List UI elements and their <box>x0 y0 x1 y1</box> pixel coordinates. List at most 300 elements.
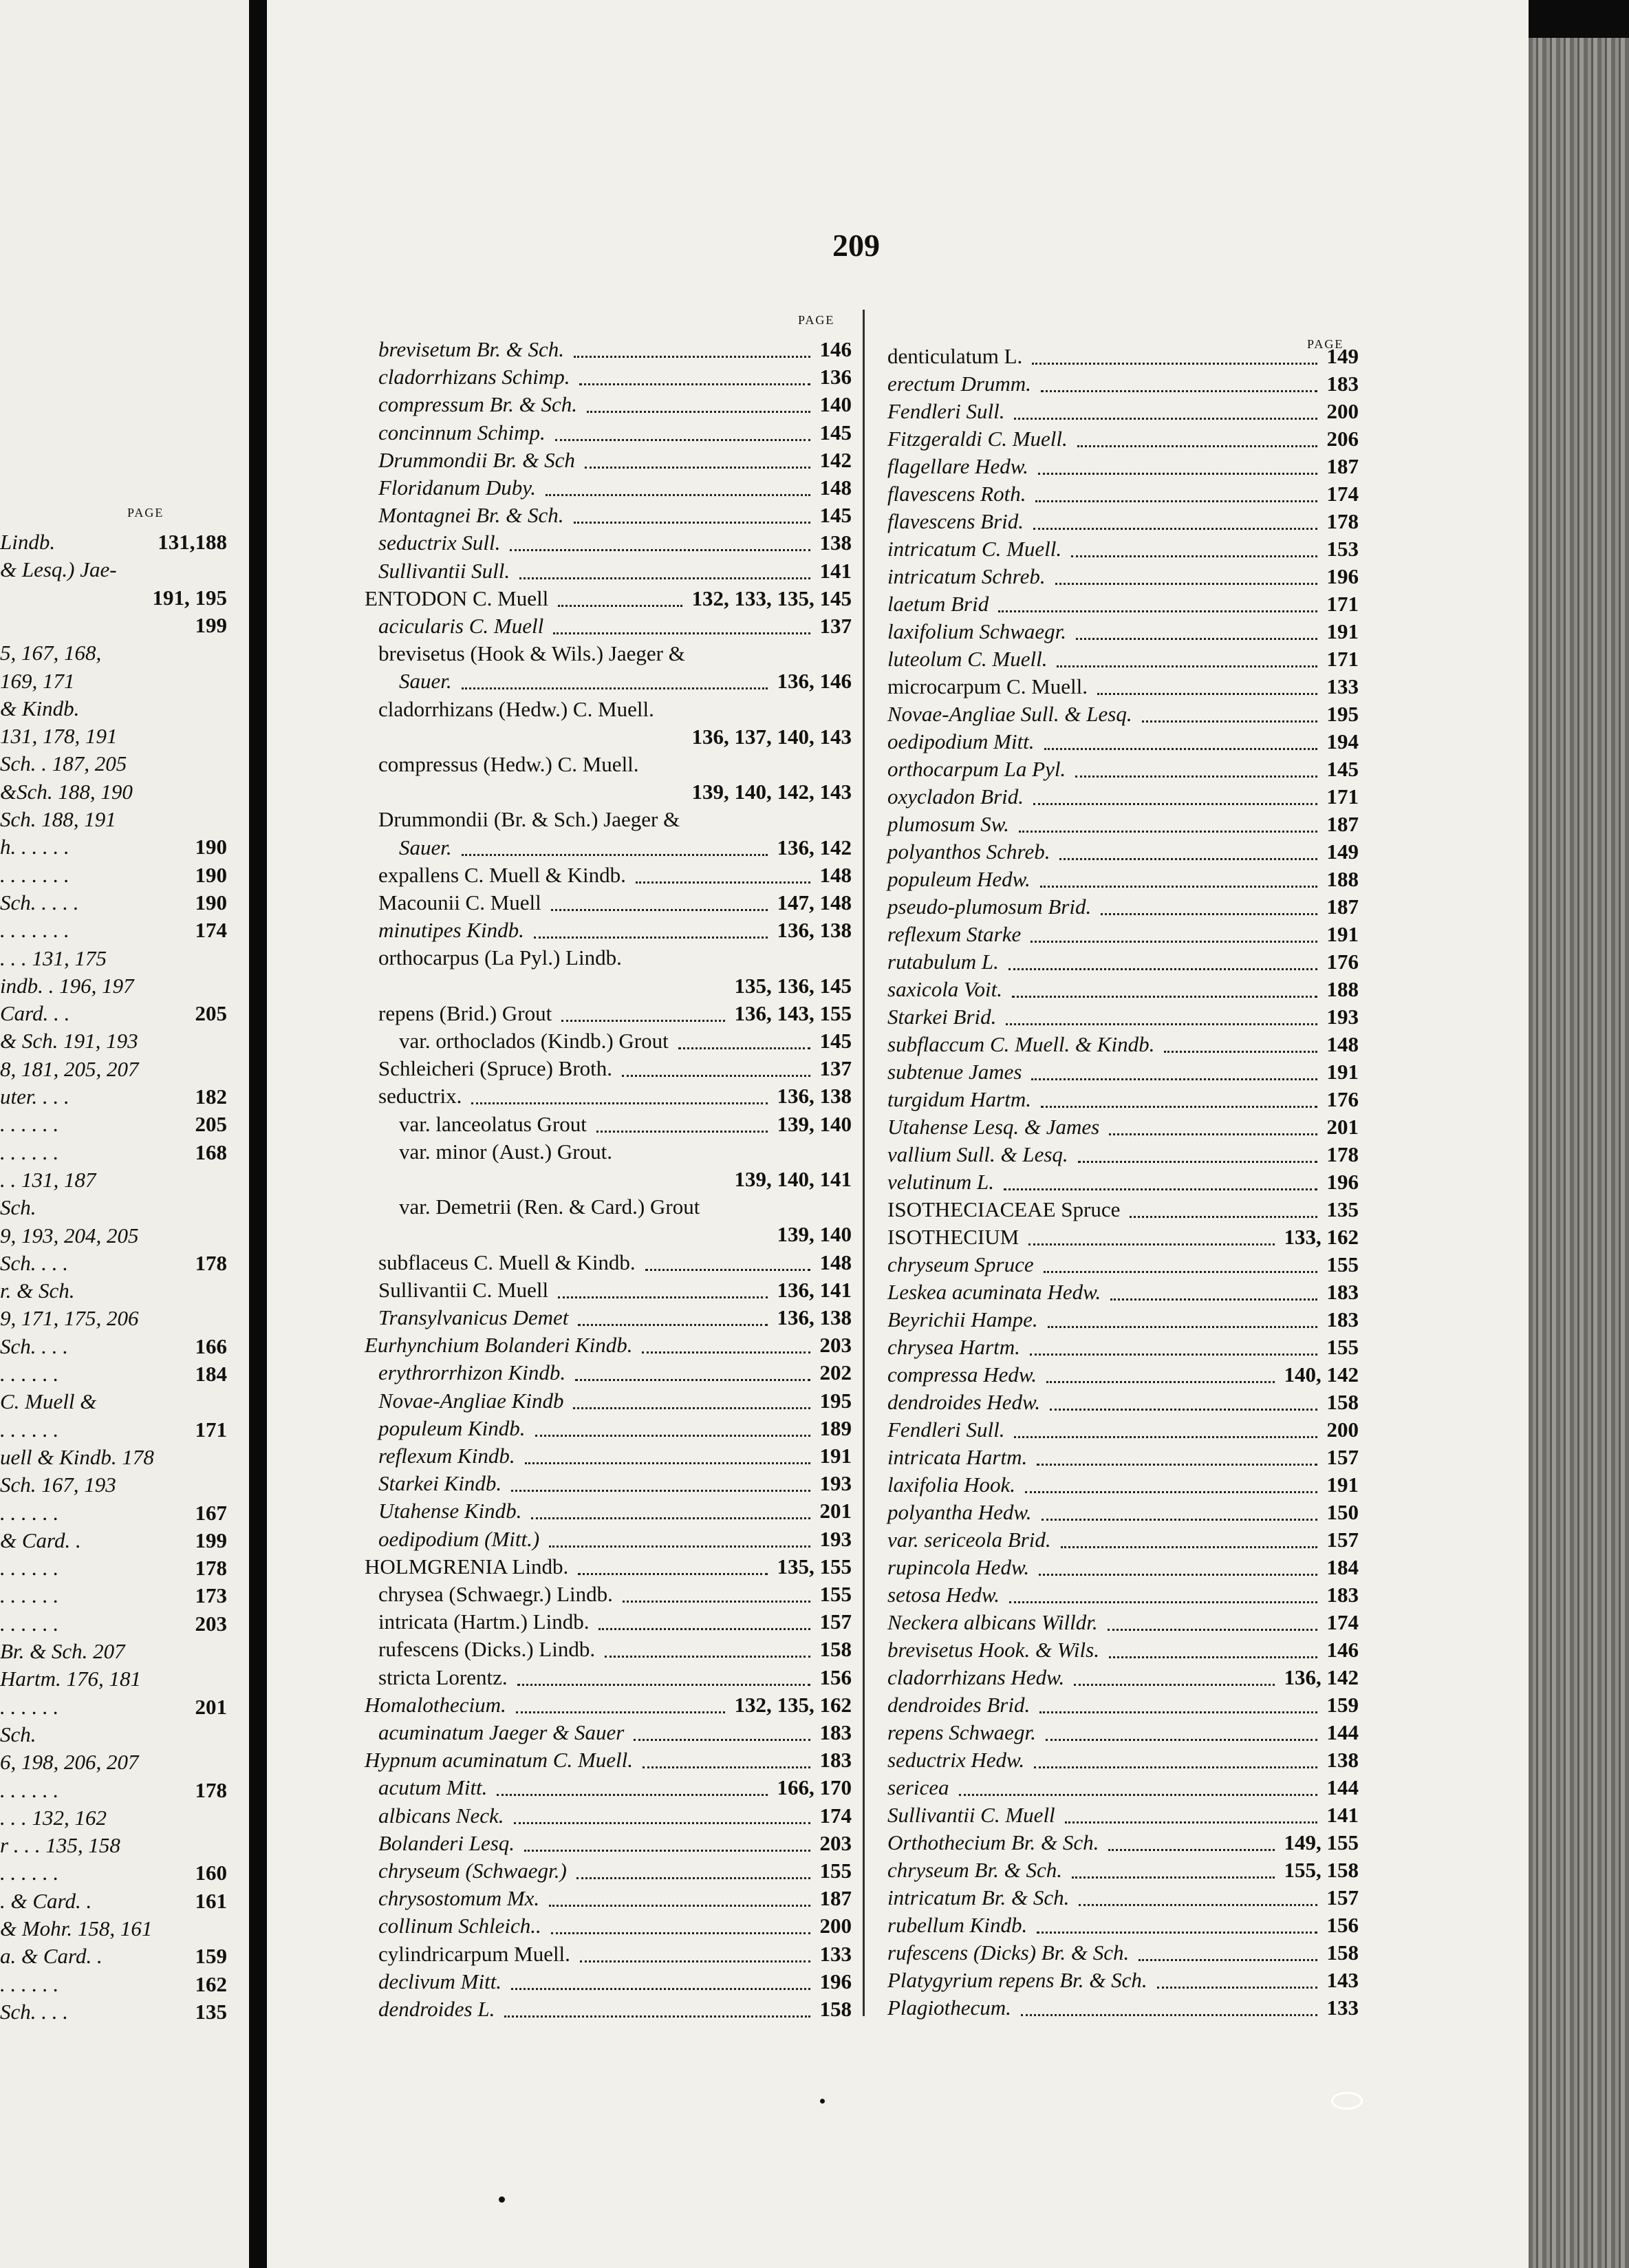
index-entry <box>399 1195 852 1219</box>
index-entry <box>887 977 1359 1002</box>
dot-leader <box>1008 945 1317 970</box>
entry-name: brevisetus (Hook & Wils.) Jaeger & <box>378 641 685 666</box>
ink-speck <box>820 2099 825 2104</box>
index-entry <box>887 1500 1359 1525</box>
entry-name: Macounii C. Muell <box>378 890 541 914</box>
entry-page-numbers: 141 <box>1326 1803 1359 1827</box>
index-entry <box>378 1804 852 1828</box>
entry-page-numbers: 146 <box>1326 1638 1359 1662</box>
index-entry <box>887 1913 1359 1938</box>
dot-leader <box>551 886 768 911</box>
entry-page-numbers: 174 <box>1326 1610 1359 1634</box>
entry-page-numbers: 191 <box>1326 1473 1359 1497</box>
dot-leader <box>558 582 682 607</box>
dot-leader <box>1130 1193 1317 1218</box>
fragment-text: . . . . . . <box>0 1583 59 1608</box>
entry-name: Homalothecium. <box>365 1692 506 1717</box>
fragment-text: . . . . . . <box>0 1362 59 1386</box>
entry-name: plumosum Sw. <box>887 812 1009 836</box>
index-entry <box>378 1389 852 1413</box>
entry-page-numbers: 196 <box>1326 564 1359 588</box>
entry-name: acutum Mitt. <box>378 1775 488 1800</box>
fragment-page-numbers: 190 <box>195 835 227 859</box>
left-index-fragment <box>0 1833 227 1858</box>
dot-leader <box>575 1356 810 1381</box>
left-index-fragment <box>0 1418 227 1442</box>
index-entry <box>378 1775 852 1800</box>
dot-leader <box>1110 1276 1317 1301</box>
index-entry <box>378 1250 852 1275</box>
entry-name: Beyrichii Hampe. <box>887 1307 1038 1331</box>
dot-leader <box>1037 1909 1317 1934</box>
dot-leader <box>1044 725 1317 750</box>
index-entry <box>378 807 852 832</box>
dot-leader <box>1031 1056 1317 1080</box>
index-entry <box>378 559 852 584</box>
dot-leader <box>1164 1028 1317 1053</box>
left-index-fragment <box>0 918 227 943</box>
entry-name: Orthothecium Br. & Sch. <box>887 1830 1099 1854</box>
fragment-page-numbers: 168 <box>195 1140 227 1164</box>
dot-leader <box>1078 1138 1317 1163</box>
dot-leader <box>1057 643 1317 667</box>
dot-leader <box>471 1080 767 1104</box>
index-entry <box>887 1803 1359 1828</box>
dot-leader <box>587 388 810 413</box>
index-entry <box>887 619 1359 644</box>
entry-page-numbers: 158 <box>819 1637 852 1662</box>
entry-name: Sauer. <box>399 669 452 694</box>
fragment-page-numbers: 171 <box>195 1417 227 1442</box>
index-entry <box>378 1527 852 1552</box>
entry-name: ENTODON C. Muell <box>365 586 549 610</box>
index-entry <box>399 1140 852 1164</box>
dot-leader <box>574 333 810 358</box>
dot-leader <box>643 1744 810 1768</box>
index-entry <box>378 365 852 389</box>
fragment-text: Hartm. 176, 181 <box>0 1667 141 1691</box>
fragment-text: r. & Sch. <box>0 1279 75 1303</box>
index-entry <box>887 1610 1359 1635</box>
fragment-text: Card. . . <box>0 1001 70 1026</box>
entry-name: albicans Neck. <box>378 1803 504 1828</box>
left-index-fragment <box>0 1861 227 1885</box>
book-page-edges <box>1529 38 1629 2268</box>
entry-page-numbers: 200 <box>1326 399 1359 423</box>
fragment-text: 9, 171, 175, 206 <box>0 1306 139 1331</box>
page-shadow <box>1529 0 1629 38</box>
entry-page-numbers: 158 <box>819 1997 852 2021</box>
dot-leader <box>1048 1303 1317 1328</box>
entry-name: declivum Mitt. <box>378 1969 502 1993</box>
dot-leader <box>1006 1001 1317 1025</box>
entry-name: populeum Hedw. <box>887 867 1031 891</box>
fragment-text: Sch. . . . <box>0 1999 69 2024</box>
index-entry <box>378 1997 852 2022</box>
entry-page-numbers: 171 <box>1326 647 1359 671</box>
entry-name: oedipodium Mitt. <box>887 729 1035 753</box>
entry-name: Novae-Angliae Sull. & Lesq. <box>887 702 1132 726</box>
entry-page-numbers: 136, 137, 140, 143 <box>691 724 852 749</box>
dot-leader <box>1097 670 1317 695</box>
entry-name: cladorrhizans Schimp. <box>378 365 570 389</box>
left-index-fragment <box>0 669 227 694</box>
entry-page-numbers: 136, 143, 155 <box>734 1001 852 1025</box>
fragment-page-numbers: 203 <box>195 1611 227 1636</box>
dot-leader <box>1065 1799 1317 1823</box>
fragment-text: 8, 181, 205, 207 <box>0 1056 139 1081</box>
entry-page-numbers: 183 <box>819 1720 852 1744</box>
left-index-fragment <box>0 751 227 776</box>
left-index-fragment <box>0 1001 227 1026</box>
fragment-text: & Card. . <box>0 1528 81 1552</box>
entry-page-numbers: 178 <box>1326 1142 1359 1166</box>
entry-name: Neckera albicans Willdr. <box>887 1610 1098 1634</box>
dot-leader <box>959 1771 1317 1796</box>
entry-name: denticulatum L. <box>887 344 1023 368</box>
entry-name: intricatum C. Muell. <box>887 537 1062 561</box>
index-entry <box>378 448 852 473</box>
entry-name: Sauer. <box>399 835 452 859</box>
entry-name: Eurhynchium Bolanderi Kindb. <box>365 1333 633 1358</box>
fragment-page-numbers: 159 <box>195 1944 227 1969</box>
fragment-text: C. Muell & <box>0 1389 97 1414</box>
entry-name: Sullivantii Sull. <box>378 558 510 583</box>
dot-leader <box>1033 505 1317 530</box>
entry-page-numbers: 157 <box>1326 1445 1359 1469</box>
index-entry <box>887 564 1359 589</box>
left-index-fragment <box>0 530 227 555</box>
fragment-page-numbers: 174 <box>195 918 227 943</box>
index-entry <box>399 1029 852 1053</box>
entry-name: intricata Hartm. <box>887 1445 1028 1469</box>
dot-leader <box>546 471 810 496</box>
index-entry <box>887 454 1359 479</box>
entry-page-numbers: 139, 140 <box>777 1111 852 1136</box>
entry-name: expallens C. Muell & Kindb. <box>378 862 626 887</box>
fragment-text: . & Card. . <box>0 1888 92 1913</box>
index-entry <box>365 1748 852 1773</box>
entry-page-numbers: 148 <box>819 862 852 887</box>
entry-name: subflaceus C. Muell & Kindb. <box>378 1250 636 1274</box>
index-entry <box>887 757 1359 782</box>
entry-name: Drummondii Br. & Sch <box>378 447 575 472</box>
index-entry <box>887 1252 1359 1277</box>
left-index-fragment <box>0 1583 227 1608</box>
entry-name: Fendleri Sull. <box>887 399 1005 423</box>
entry-name: dendroides Hedw. <box>887 1390 1041 1414</box>
dot-leader <box>511 1467 810 1492</box>
fragment-text: Br. & Sch. 207 <box>0 1639 125 1663</box>
left-index-fragment <box>0 1972 227 1997</box>
dot-leader <box>1076 615 1317 640</box>
entry-name: setosa Hedw. <box>887 1583 1000 1607</box>
entry-page-numbers: 201 <box>1326 1115 1359 1139</box>
index-entry <box>887 1748 1359 1773</box>
dot-leader <box>1019 808 1317 833</box>
index-entry <box>887 1996 1359 2020</box>
entry-page-numbers: 183 <box>819 1748 852 1773</box>
entry-page-numbers: 143 <box>1326 1968 1359 1992</box>
fragment-page-numbers: 201 <box>195 1694 227 1719</box>
entry-name: seductrix. <box>378 1084 462 1109</box>
index-entry <box>887 1280 1359 1305</box>
entry-page-numbers: 146 <box>819 337 852 361</box>
dot-leader <box>1050 1386 1317 1411</box>
entry-name: stricta Lorentz. <box>378 1665 508 1689</box>
fragment-text: . . . . . . <box>0 1500 59 1525</box>
entry-page-numbers: 193 <box>1326 1005 1359 1029</box>
fragment-text: Sch. . . . . <box>0 890 79 914</box>
entry-page-numbers: 193 <box>819 1526 852 1551</box>
fragment-page-numbers: 166 <box>195 1334 227 1358</box>
entry-page-numbers: 148 <box>819 475 852 500</box>
fragment-text: indb. . 196, 197 <box>0 973 134 998</box>
entry-page-numbers: 137 <box>819 1056 852 1081</box>
fragment-page-numbers: 131,188 <box>158 530 227 554</box>
entry-name: flavescens Brid. <box>887 509 1024 533</box>
fragment-page-numbers: 191, 195 <box>152 585 227 610</box>
fragment-text: r . . . 135, 158 <box>0 1833 120 1858</box>
index-entry <box>887 1115 1359 1140</box>
entry-page-numbers: 142 <box>819 447 852 472</box>
entry-page-numbers: 136, 141 <box>777 1277 852 1302</box>
index-entry <box>887 1390 1359 1415</box>
entry-name: Novae-Angliae Kindb <box>378 1388 564 1413</box>
fragment-page-numbers: 205 <box>195 1001 227 1026</box>
index-entry <box>887 674 1359 699</box>
entry-name: saxicola Voit. <box>887 977 1003 1001</box>
index-entry <box>378 780 852 804</box>
entry-page-numbers: 133 <box>819 1941 852 1966</box>
entry-page-numbers: 187 <box>1326 454 1359 478</box>
fragment-text: . . . . . . <box>0 1556 59 1581</box>
index-entry <box>887 647 1359 672</box>
dot-leader <box>534 914 768 939</box>
entry-name: rufescens (Dicks) Br. & Sch. <box>887 1940 1130 1965</box>
entry-name: Sullivantii C. Muell <box>887 1803 1055 1827</box>
left-index-fragment <box>0 1806 227 1830</box>
index-entry <box>887 1693 1359 1718</box>
entry-page-numbers: 158 <box>1326 1940 1359 1965</box>
entry-name: var. sericeola Brid. <box>887 1528 1051 1552</box>
index-entry <box>887 1197 1359 1222</box>
left-index-fragment <box>0 557 227 582</box>
fragment-page-numbers: 160 <box>195 1861 227 1885</box>
entry-name: flagellare Hedw. <box>887 454 1028 478</box>
dot-leader <box>1079 1881 1317 1906</box>
fragment-text: h. . . . . . <box>0 835 69 859</box>
entry-page-numbers: 183 <box>1326 1307 1359 1331</box>
index-entry <box>887 1170 1359 1195</box>
entry-name: oedipodium (Mitt.) <box>378 1526 540 1551</box>
entry-name: ISOTHECIACEAE Spruce <box>887 1197 1121 1221</box>
entry-page-numbers: 183 <box>1326 372 1359 396</box>
index-entry <box>365 586 852 611</box>
fragment-page-numbers: 184 <box>195 1362 227 1386</box>
entry-name: chryseum (Schwaegr.) <box>378 1859 567 1883</box>
entry-name: laetum Brid <box>887 592 989 616</box>
fragment-text: 6, 198, 206, 207 <box>0 1750 139 1775</box>
fragment-page-numbers: 199 <box>195 612 227 637</box>
index-entry <box>887 784 1359 809</box>
dot-leader <box>1142 698 1317 723</box>
index-entry <box>887 812 1359 837</box>
left-index-fragment <box>0 1612 227 1636</box>
fragment-text: . . . . . . <box>0 1971 59 1996</box>
entry-page-numbers: 155, 158 <box>1284 1858 1359 1882</box>
index-entry <box>887 1445 1359 1470</box>
entry-name: rupincola Hedw. <box>887 1555 1030 1579</box>
fragment-text: 5, 167, 168, <box>0 641 102 665</box>
entry-page-numbers: 174 <box>819 1803 852 1828</box>
left-page-column-header: PAGE <box>127 506 164 520</box>
fragment-text: . . . . . . <box>0 1112 59 1137</box>
dot-leader <box>1014 1413 1317 1438</box>
entry-name: var. orthoclados (Kindb.) Grout <box>399 1029 669 1053</box>
entry-page-numbers: 139, 140, 142, 143 <box>691 780 852 804</box>
entry-name: brevisetus Hook. & Wils. <box>887 1638 1099 1662</box>
entry-page-numbers: 140 <box>819 392 852 417</box>
fragment-text: . . . . . . <box>0 1417 59 1442</box>
dot-leader <box>1077 422 1317 447</box>
entry-page-numbers: 203 <box>819 1333 852 1358</box>
fragment-text: 9, 193, 204, 205 <box>0 1223 139 1248</box>
index-entry <box>887 1225 1359 1250</box>
entry-name: dendroides Brid. <box>887 1693 1031 1717</box>
fragment-text: Sch. 188, 191 <box>0 807 116 831</box>
index-entry <box>887 1362 1359 1387</box>
entry-name: chrysostomum Mx. <box>378 1886 540 1911</box>
entry-page-numbers: 149, 155 <box>1284 1830 1359 1854</box>
left-index-fragment <box>0 613 227 638</box>
entry-page-numbers: 155 <box>1326 1252 1359 1276</box>
entry-page-numbers: 155 <box>819 1859 852 1883</box>
fragment-page-numbers: 205 <box>195 1112 227 1137</box>
entry-name: intricatum Schreb. <box>887 564 1046 588</box>
dot-leader <box>636 859 810 884</box>
entry-name: Hypnum acuminatum C. Muell. <box>365 1748 634 1773</box>
dot-leader <box>462 831 768 856</box>
fragment-text: . . . . . . <box>0 1861 59 1885</box>
entry-page-numbers: 140, 142 <box>1284 1362 1359 1387</box>
entry-name: Fendleri Sull. <box>887 1418 1005 1442</box>
left-index-fragment <box>0 1057 227 1082</box>
index-entry <box>887 1142 1359 1167</box>
entry-page-numbers: 149 <box>1326 344 1359 368</box>
entry-page-numbers: 187 <box>1326 895 1359 919</box>
index-entry <box>887 1830 1359 1855</box>
entry-page-numbers: 150 <box>1326 1500 1359 1524</box>
entry-name: Starkei Brid. <box>887 1005 997 1029</box>
entry-page-numbers: 174 <box>1326 482 1359 506</box>
entry-name: intricatum Br. & Sch. <box>887 1885 1070 1909</box>
entry-page-numbers: 196 <box>819 1969 852 1993</box>
entry-page-numbers: 138 <box>1326 1748 1359 1772</box>
index-entry <box>887 399 1359 424</box>
entry-page-numbers: 200 <box>819 1914 852 1938</box>
index-entry <box>887 1335 1359 1360</box>
dot-leader <box>1037 1441 1317 1466</box>
index-entry <box>887 1940 1359 1965</box>
index-entry <box>378 890 852 915</box>
dot-leader <box>517 1661 810 1686</box>
left-index-fragment <box>0 1029 227 1053</box>
entry-page-numbers: 138 <box>819 531 852 555</box>
fragment-text: Sch. . 187, 205 <box>0 751 127 776</box>
entry-page-numbers: 136, 138 <box>777 1084 852 1109</box>
fragment-page-numbers: 162 <box>195 1971 227 1996</box>
dot-leader <box>551 1909 810 1934</box>
left-index-fragment <box>0 946 227 971</box>
index-entry <box>365 1333 852 1358</box>
ink-speck <box>499 2196 505 2203</box>
entry-page-numbers: 189 <box>819 1415 852 1440</box>
left-index-fragment <box>0 1944 227 1969</box>
dot-leader <box>1035 478 1317 502</box>
entry-name: Utahense Lesq. & James <box>887 1115 1100 1139</box>
index-entry <box>378 863 852 888</box>
entry-name: oxycladon Brid. <box>887 784 1024 809</box>
entry-name: dendroides L. <box>378 1997 495 2021</box>
dot-leader <box>549 1882 810 1907</box>
fragment-text: &Sch. 188, 190 <box>0 779 133 804</box>
entry-page-numbers: 171 <box>1326 592 1359 616</box>
entry-name: Floridanum Duby. <box>378 475 537 500</box>
index-entry <box>887 922 1359 947</box>
index-entry <box>887 1665 1359 1690</box>
index-entry <box>378 420 852 445</box>
index-entry <box>378 1665 852 1690</box>
dot-leader <box>580 1938 810 1962</box>
dot-leader <box>576 1854 810 1879</box>
left-index-fragment <box>0 696 227 721</box>
entry-page-numbers: 195 <box>819 1388 852 1413</box>
fragment-text: Sch. . . . <box>0 1334 69 1358</box>
entry-page-numbers: 135, 136, 145 <box>734 973 852 998</box>
entry-page-numbers: 202 <box>819 1360 852 1385</box>
entry-page-numbers: 132, 135, 162 <box>734 1692 852 1717</box>
entry-page-numbers: 200 <box>1326 1418 1359 1442</box>
entry-page-numbers: 139, 140 <box>777 1222 852 1247</box>
dot-leader <box>1033 780 1317 805</box>
dot-leader <box>998 588 1317 612</box>
entry-name: luteolum C. Muell. <box>887 647 1048 671</box>
entry-page-numbers: 178 <box>1326 509 1359 533</box>
left-index-fragment <box>0 1362 227 1387</box>
left-index-fragment <box>0 1168 227 1192</box>
entry-name: Fitzgeraldi C. Muell. <box>887 427 1068 451</box>
dot-leader <box>1032 340 1317 365</box>
index-entry <box>365 1693 852 1718</box>
index-entry <box>887 1473 1359 1497</box>
left-index-fragment <box>0 1778 227 1803</box>
index-entry <box>887 1528 1359 1552</box>
dot-leader <box>525 1440 810 1464</box>
entry-name: acicularis C. Muell <box>378 614 544 638</box>
left-index-fragment <box>0 1639 227 1664</box>
index-entry <box>378 641 852 666</box>
entry-name: Platygyrium repens Br. & Sch. <box>887 1968 1147 1992</box>
index-entry <box>887 427 1359 451</box>
entry-page-numbers: 196 <box>1326 1170 1359 1194</box>
entry-page-numbers: 206 <box>1326 427 1359 451</box>
entry-name: HOLMGRENIA Lindb. <box>365 1554 569 1579</box>
entry-name: Montagnei Br. & Sch. <box>378 503 564 528</box>
fragment-page-numbers: 199 <box>195 1528 227 1552</box>
left-index-fragment <box>0 1084 227 1109</box>
entry-name: laxifolium Schwaegr. <box>887 619 1067 643</box>
